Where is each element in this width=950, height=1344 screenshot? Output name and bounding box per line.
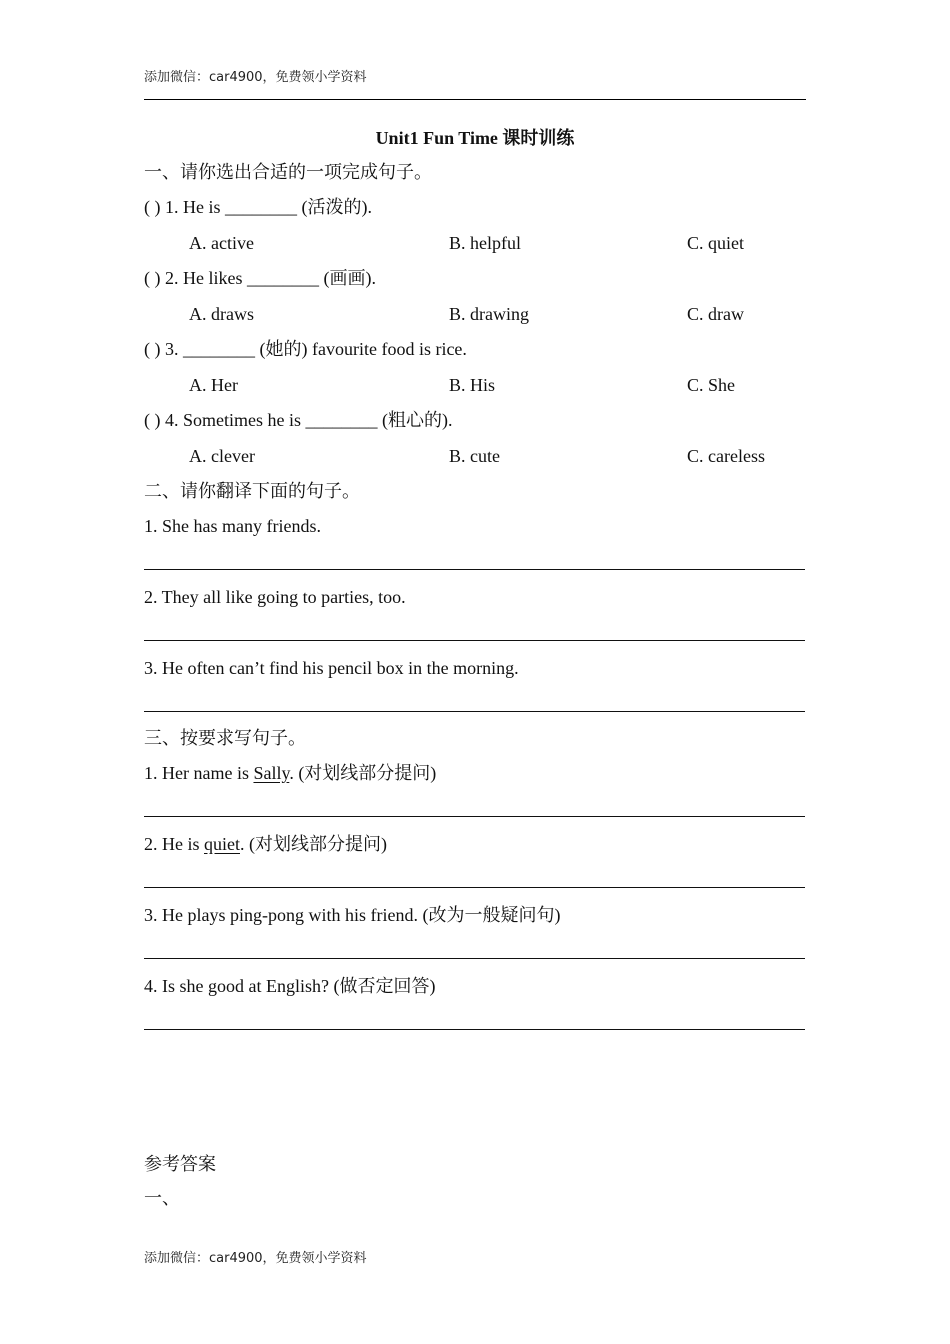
question-2-option-a: A. draws <box>189 304 254 324</box>
rewrite-item-1-instruction: . (对划线部分提问) <box>289 763 437 783</box>
question-2-stem: ( ) 2. He likes ________ (画画). <box>144 268 376 288</box>
answer-line <box>144 640 805 641</box>
answer-line <box>144 711 805 712</box>
rewrite-item-1-text: 1. Her name is <box>144 763 254 783</box>
rewrite-item-2-instruction: . (对划线部分提问) <box>240 834 387 854</box>
question-2-option-c: C. draw <box>687 304 744 324</box>
question-4-stem: ( ) 4. Sometimes he is ________ (粗心的). <box>144 410 453 430</box>
header-divider <box>144 99 806 100</box>
question-4-option-c: C. careless <box>687 446 765 466</box>
question-3-stem: ( ) 3. ________ (她的) favourite food is rice. <box>144 339 467 359</box>
page-title: Unit1 Fun Time 课时训练 <box>375 128 575 148</box>
question-1-option-b: B. helpful <box>449 233 521 253</box>
page-footer: 添加微信：car4900，免费领小学资料 <box>144 1251 367 1266</box>
answer-line <box>144 887 805 888</box>
question-3-option-b: B. His <box>449 375 496 395</box>
answer-line <box>144 569 805 570</box>
rewrite-item-2-underlined: quiet <box>204 834 240 854</box>
question-1-option-a: A. active <box>189 233 254 253</box>
question-1-stem: ( ) 1. He is ________ (活泼的). <box>144 197 372 217</box>
question-2-option-b: B. drawing <box>449 304 529 324</box>
section3-heading: 三、按要求写句子。 <box>144 728 306 748</box>
translation-item-3: 3. He often can’t find his pencil box in the morning. <box>144 658 519 678</box>
question-3-option-a: A. Her <box>189 375 238 395</box>
rewrite-item-2-text: 2. He is <box>144 834 204 854</box>
question-1-option-c: C. quiet <box>687 233 744 253</box>
section1-heading: 一、请你选出合适的一项完成句子。 <box>144 162 432 182</box>
rewrite-item-4: 4. Is she good at English? (做否定回答) <box>144 976 436 996</box>
rewrite-item-1-underlined: Sally <box>253 763 290 783</box>
question-4-option-a: A. clever <box>189 446 255 466</box>
answers-section-1-label: 一、 <box>144 1188 180 1208</box>
answers-heading: 参考答案 <box>144 1154 216 1174</box>
answer-line <box>144 816 805 817</box>
translation-item-2: 2. They all like going to parties, too. <box>144 587 406 607</box>
section2-heading: 二、请你翻译下面的句子。 <box>144 481 360 501</box>
rewrite-item-1 <box>144 761 436 785</box>
question-3-option-c: C. She <box>687 375 736 395</box>
rewrite-item-2 <box>144 832 387 856</box>
answer-line <box>144 1029 805 1030</box>
question-4-option-b: B. cute <box>449 446 500 466</box>
page-header: 添加微信：car4900，免费领小学资料 <box>144 70 367 85</box>
translation-item-1: 1. She has many friends. <box>144 516 321 536</box>
rewrite-item-3: 3. He plays ping-pong with his friend. (改为一般疑问句) <box>144 905 561 925</box>
answer-line <box>144 958 805 959</box>
